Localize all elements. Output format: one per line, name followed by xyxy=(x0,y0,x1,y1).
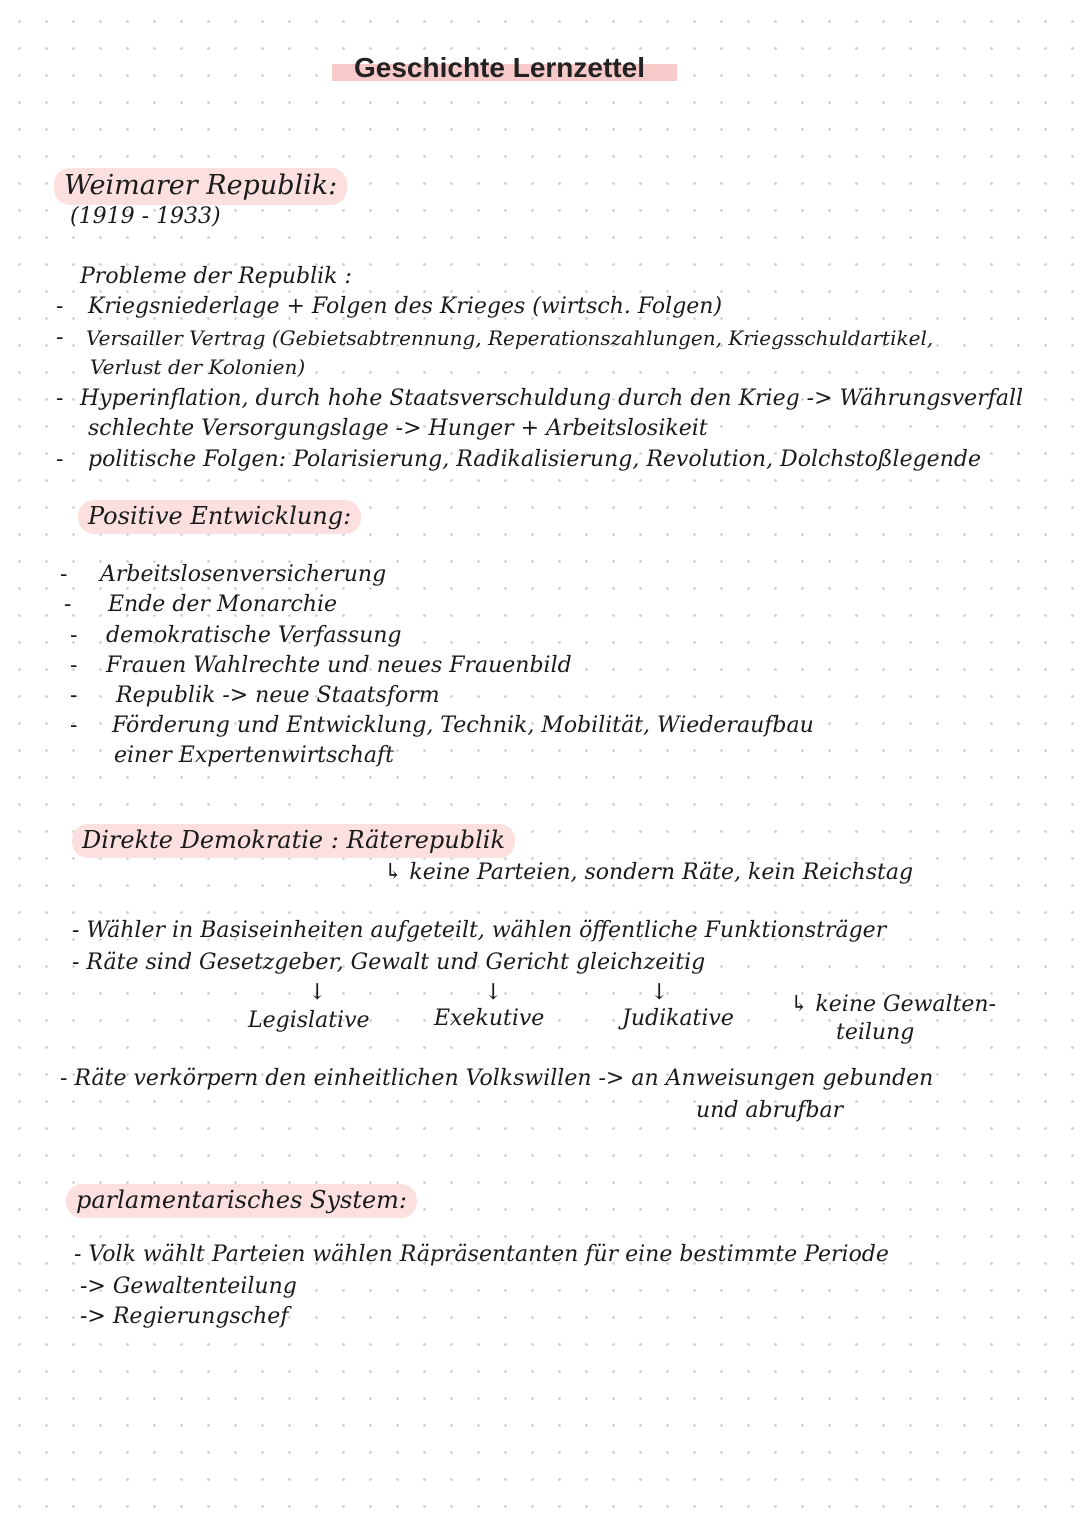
parliament-line: -> Regierungschef xyxy=(80,1304,289,1329)
parliament-line: -> Gewaltenteilung xyxy=(80,1274,297,1299)
parliament-heading: parlamentarisches System: xyxy=(66,1184,417,1218)
page-title: Geschichte Lernzettel xyxy=(332,48,677,88)
bullet-dash: - xyxy=(70,653,78,678)
problem-item: Versailler Vertrag (Gebietsabtrennung, Reperationszahlungen, Kriegsschuldartikel, xyxy=(86,326,934,350)
positive-item: Arbeitslosenversicherung xyxy=(100,562,387,587)
weimar-years: (1919 - 1933) xyxy=(70,204,221,229)
problem-item: Hyperinflation, durch hohe Staatsverschuldung durch den Krieg -> Währungsverfall xyxy=(80,386,1024,411)
bullet-dash: - xyxy=(56,294,64,319)
bullet-dash: - xyxy=(70,623,78,648)
bullet-dash: - xyxy=(70,683,78,708)
branch-executive: Exekutive xyxy=(434,1006,545,1031)
problem-item: politische Folgen: Polarisierung, Radikalisierung, Revolution, Dolchstoßlegende xyxy=(88,447,981,472)
bullet-dash: - xyxy=(64,592,72,617)
no-separation-note: ↳ keine Gewalten- xyxy=(790,992,997,1017)
direct-line: - Wähler in Basiseinheiten aufgeteilt, wählen öffentliche Funktionsträger xyxy=(72,918,887,943)
positive-item: Republik -> neue Staatsform xyxy=(116,683,440,708)
positive-heading: Positive Entwicklung: xyxy=(78,500,361,534)
branch-judicative: Judikative xyxy=(622,1006,734,1031)
positive-item: Frauen Wahlrechte und neues Frauenbild xyxy=(106,653,572,678)
positive-item: demokratische Verfassung xyxy=(106,623,402,648)
bullet-dash: - xyxy=(60,562,68,587)
problem-item: Kriegsniederlage + Folgen des Krieges (wirtsch. Folgen) xyxy=(88,294,723,319)
direct-democracy-heading: Direkte Demokratie : Räterepublik xyxy=(72,824,515,858)
weimar-heading: Weimarer Republik: xyxy=(54,168,347,205)
will-line-2: und abrufbar xyxy=(696,1098,844,1123)
problems-heading: Probleme der Republik : xyxy=(80,264,352,289)
direct-line: - Räte sind Gesetzgeber, Gewalt und Gericht gleichzeitig xyxy=(72,950,706,975)
branch-legislative: Legislative xyxy=(248,1008,370,1033)
bullet-dash: - xyxy=(70,713,78,738)
positive-item: einer Expertenwirtschaft xyxy=(114,743,394,768)
will-line: - Räte verkörpern den einheitlichen Volkswillen -> an Anweisungen gebunden xyxy=(60,1066,934,1091)
down-arrow-icon: ↓ xyxy=(308,980,327,1005)
parliament-line: - Volk wählt Parteien wählen Räpräsentanten für eine bestimmte Periode xyxy=(74,1242,889,1267)
no-separation-note-2: teilung xyxy=(836,1020,915,1045)
down-arrow-icon: ↓ xyxy=(484,980,503,1005)
direct-democracy-sub: ↳ keine Parteien, sondern Räte, kein Reichstag xyxy=(384,860,914,885)
positive-item: Förderung und Entwicklung, Technik, Mobilität, Wiederaufbau xyxy=(112,713,814,738)
problem-item: Verlust der Kolonien) xyxy=(90,355,306,379)
down-arrow-icon: ↓ xyxy=(650,980,669,1005)
bullet-dash: - xyxy=(56,325,64,350)
bullet-dash: - xyxy=(56,447,64,472)
problem-item: schlechte Versorgungslage -> Hunger + Arbeitslosikeit xyxy=(88,416,708,441)
positive-item: Ende der Monarchie xyxy=(108,592,338,617)
bullet-dash: - xyxy=(56,386,64,411)
